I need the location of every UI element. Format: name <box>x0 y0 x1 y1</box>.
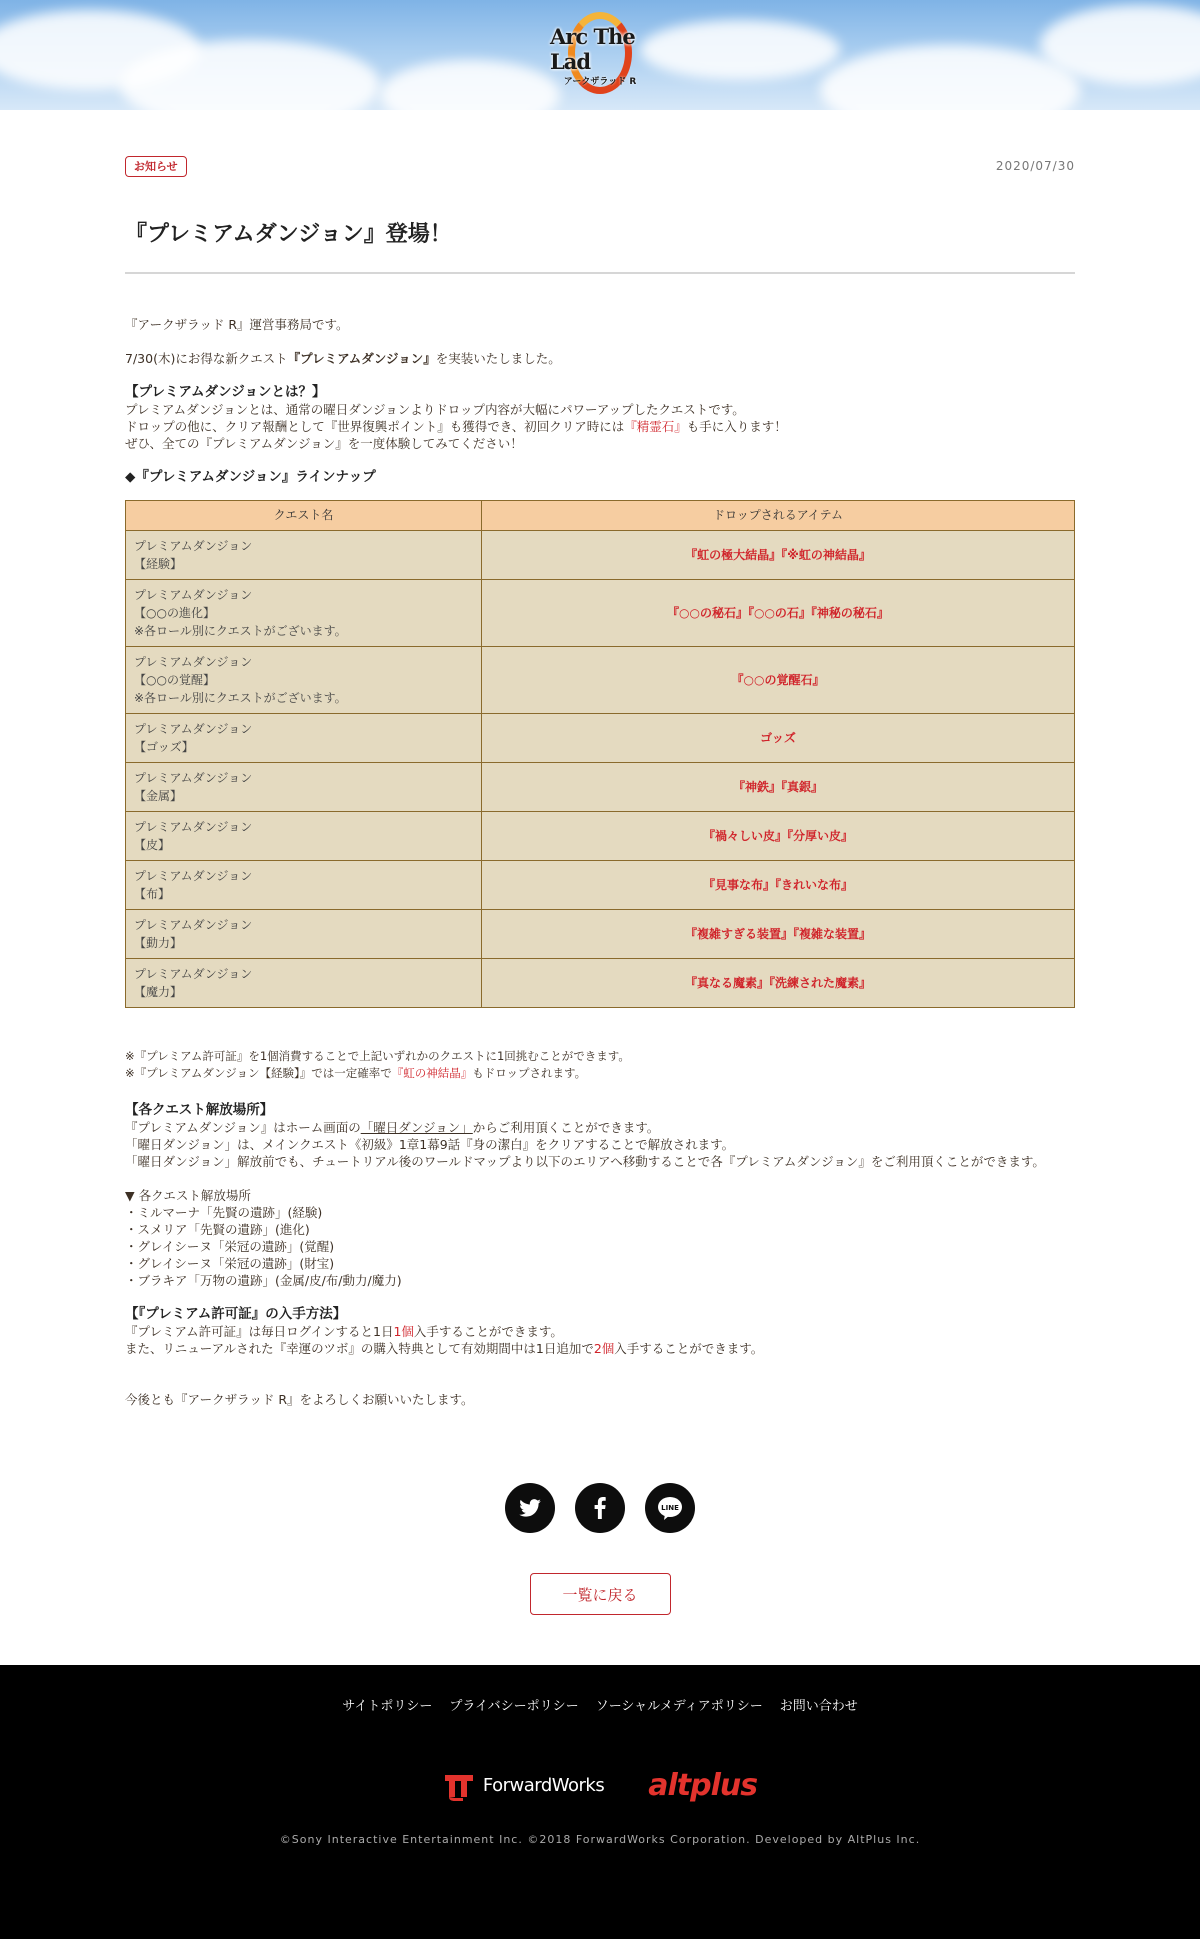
table-notes <box>125 1048 1075 1082</box>
back-wrap <box>125 1573 1075 1615</box>
lineup-heading: ◆『プレミアムダンジョン』ラインナップ <box>125 469 376 485</box>
quest-name-line: プレミアムダンジョン <box>134 722 253 736</box>
permit-text: また、リニューアルされた『幸運のツボ』の購入特典として有効期間中は1日追加で <box>125 1341 594 1356</box>
permit-highlight: 1個 <box>393 1324 414 1339</box>
about-text: も手に入ります！ <box>686 419 787 434</box>
logo-text: Arc The Lad <box>550 23 635 74</box>
forwardworks-logo[interactable] <box>443 1771 604 1801</box>
unlock-text: からご利用頂くことができます。 <box>472 1120 660 1135</box>
back-to-list-button[interactable]: 一覧に戻る <box>530 1573 671 1615</box>
list-item: ・グレイシーヌ「栄冠の遺跡」(財宝) <box>125 1256 335 1271</box>
weekday-dungeon-link[interactable]: 「曜日ダンジョン」 <box>360 1120 473 1135</box>
list-item: ・スメリア「先賢の遺跡」(進化) <box>125 1222 310 1237</box>
article-body <box>125 316 1075 1408</box>
table-row <box>126 531 1075 580</box>
quest-name-cell <box>126 812 482 861</box>
quest-name-line: 【動力】 <box>134 936 183 950</box>
note-text: ※『プレミアムダンジョン【経験】』では一定確率で <box>125 1066 392 1080</box>
list-item: ・ミルマーナ「先賢の遺跡」(経験) <box>125 1205 323 1220</box>
intro-quest-name: 『プレミアムダンジョン』 <box>287 351 436 366</box>
drop-items-cell: 『神鉄』『真銀』 <box>482 763 1075 812</box>
permit-highlight: 2個 <box>593 1341 615 1356</box>
quest-name-line: 【金属】 <box>134 789 183 803</box>
unlock-section <box>125 1102 1075 1170</box>
permit-line-1 <box>125 1323 1075 1340</box>
drop-items-cell: 『複雑すぎる装置』『複雑な装置』 <box>482 910 1075 959</box>
quest-name-line: ※各ロール別にクエストがございます。 <box>134 691 347 705</box>
table-row <box>126 714 1075 763</box>
quest-name-line: 【布】 <box>134 887 171 901</box>
article-title: 『プレミアムダンジョン』登場！ <box>125 217 1075 274</box>
lineup-table <box>125 500 1075 1008</box>
quest-name-line: プレミアムダンジョン <box>134 918 253 932</box>
about-line-3: ぜひ、全ての『プレミアムダンジョン』を一度体験してみてください！ <box>125 436 523 451</box>
site-header <box>0 0 1200 110</box>
quest-name-cell <box>126 647 482 714</box>
forwardworks-name: ForwardWorks <box>482 1775 605 1796</box>
quest-name-line: プレミアムダンジョン <box>134 588 253 602</box>
quest-name-line: 【ゴッズ】 <box>134 740 194 754</box>
site-footer <box>0 1665 1200 1939</box>
quest-name-line: ※各ロール別にクエストがございます。 <box>134 624 347 638</box>
list-item: ・グレイシーヌ「栄冠の遺跡」(覚醒) <box>125 1239 335 1254</box>
line-share-button[interactable] <box>645 1483 695 1533</box>
table-header-row <box>126 501 1075 531</box>
unlock-heading: 【各クエスト解放場所】 <box>125 1102 274 1118</box>
site-logo[interactable] <box>550 8 650 102</box>
facebook-icon <box>594 1497 606 1519</box>
about-section <box>125 384 1075 452</box>
permit-line-2 <box>125 1340 1075 1357</box>
permit-heading: 【『プレミアム許可証』の入手方法】 <box>125 1306 347 1322</box>
table-row <box>126 959 1075 1008</box>
table-header-quest: クエスト名 <box>126 501 482 531</box>
forwardworks-mark-icon <box>443 1771 475 1801</box>
share-buttons <box>125 1483 1075 1533</box>
about-highlight: 『精霊石』 <box>624 419 687 434</box>
quest-name-cell <box>126 959 482 1008</box>
quest-name-line: プレミアムダンジョン <box>134 539 253 553</box>
table-row <box>126 580 1075 647</box>
quest-name-line: プレミアムダンジョン <box>134 655 253 669</box>
quest-name-line: プレミアムダンジョン <box>134 820 253 834</box>
table-row <box>126 910 1075 959</box>
drop-items-cell: 『○○の秘石』『○○の石』『神秘の秘石』 <box>482 580 1075 647</box>
permit-text: 入手することができます。 <box>614 1341 764 1356</box>
unlock-line-3: 「曜日ダンジョン」解放前でも、チュートリアル後のワールドマップより以下のエリアへ移動することで各『プレミアムダンジョン』をご利用頂くことができます。 <box>125 1154 1045 1169</box>
quest-name-line: 【皮】 <box>134 838 171 852</box>
drop-items-cell: 『真なる魔素』『洗練された魔素』 <box>482 959 1075 1008</box>
about-heading: 【プレミアムダンジョンとは？】 <box>125 384 326 400</box>
logo-subtitle: アークザラッド R <box>563 76 637 87</box>
table-body <box>126 531 1075 1008</box>
drop-items-cell: 『禍々しい皮』『分厚い皮』 <box>482 812 1075 861</box>
quest-name-line: 【魔力】 <box>134 985 183 999</box>
twitter-share-button[interactable] <box>505 1483 555 1533</box>
permit-text: 『プレミアム許可証』は毎日ログインすると1日 <box>125 1324 394 1339</box>
unlock-line-1 <box>125 1119 1075 1136</box>
copyright: ©Sony Interactive Entertainment Inc. ©2018 ForwardWorks Corporation. Developed by AltPlus Inc. <box>279 1833 921 1846</box>
quest-name-cell <box>126 910 482 959</box>
quest-name-cell <box>126 531 482 580</box>
table-header-drop: ドロップされるアイテム <box>482 501 1075 531</box>
note-highlight: 『虹の神結晶』 <box>391 1066 473 1080</box>
category-badge: お知らせ <box>125 156 187 177</box>
svg-text:LINE: LINE <box>661 1504 679 1512</box>
intro-line-1: 『アークザラッド R』運営事務局です。 <box>125 317 349 332</box>
drop-items-cell: 『虹の極大結晶』『※虹の神結晶』 <box>482 531 1075 580</box>
quest-name-line: プレミアムダンジョン <box>134 967 253 981</box>
quest-name-cell <box>126 763 482 812</box>
permit-text: 入手することができます。 <box>413 1324 563 1339</box>
intro-line-2 <box>125 350 1075 367</box>
intro-text: を実装いたしました。 <box>435 351 561 366</box>
footer-link-privacy-policy[interactable]: プライバシーポリシー <box>449 1699 579 1714</box>
quest-name-line: プレミアムダンジョン <box>134 869 253 883</box>
table-row <box>126 647 1075 714</box>
table-row <box>126 763 1075 812</box>
table-row <box>126 861 1075 910</box>
footer-link-site-policy[interactable]: サイトポリシー <box>342 1699 433 1714</box>
twitter-icon <box>519 1499 541 1517</box>
article-date: 2020/07/30 <box>995 159 1075 173</box>
quest-name-cell <box>126 861 482 910</box>
quest-name-cell <box>126 714 482 763</box>
quest-name-line: 【○○の進化】 <box>134 606 215 620</box>
quest-name-cell <box>126 580 482 647</box>
article <box>125 110 1075 1615</box>
footer-link-contact[interactable]: お問い合わせ <box>779 1699 858 1714</box>
about-text: ドロップの他に、クリア報酬として『世界復興ポイント』も獲得でき、初回クリア時には <box>125 419 625 434</box>
table-row <box>126 812 1075 861</box>
about-line-2 <box>125 418 1075 435</box>
about-line-1: プレミアムダンジョンとは、通常の曜日ダンジョンよりドロップ内容が大幅にパワーアップしたクエストです。 <box>125 402 745 417</box>
drop-items-cell: ゴッズ <box>482 714 1075 763</box>
article-meta <box>125 155 1075 177</box>
quest-name-line: 【経験】 <box>134 557 183 571</box>
unlock-list <box>125 1187 1075 1289</box>
unlock-text: 『プレミアムダンジョン』はホーム画面の <box>125 1120 361 1135</box>
unlock-line-2: 「曜日ダンジョン」は、メインクエスト《初級》1章1幕9話『身の潔白』をクリアすることで解放されます。 <box>125 1137 735 1152</box>
facebook-share-button[interactable] <box>575 1483 625 1533</box>
note-text: もドロップされます。 <box>472 1066 587 1080</box>
altplus-logo[interactable]: altplus <box>648 1768 758 1803</box>
line-icon <box>657 1496 683 1520</box>
footer-brands <box>0 1768 1200 1803</box>
drop-items-cell: 『○○の覚醒石』 <box>482 647 1075 714</box>
note-2 <box>125 1065 1075 1082</box>
footer-links <box>0 1665 1200 1714</box>
drop-items-cell: 『見事な布』『きれいな布』 <box>482 861 1075 910</box>
intro-text: 7/30(木)にお得な新クエスト <box>125 351 288 366</box>
closing-line: 今後とも『アークザラッド R』をよろしくお願いいたします。 <box>125 1392 474 1407</box>
quest-name-line: 【○○の覚醒】 <box>134 673 215 687</box>
permit-section <box>125 1306 1075 1357</box>
quest-name-line: プレミアムダンジョン <box>134 771 253 785</box>
note-1: ※『プレミアム許可証』を1個消費することで上記いずれかのクエストに1回挑むことができます。 <box>125 1049 630 1063</box>
footer-link-social-media-policy[interactable]: ソーシャルメディアポリシー <box>595 1699 763 1714</box>
unlock-list-heading: ▼ 各クエスト解放場所 <box>125 1188 251 1203</box>
list-item: ・ブラキア「万物の遺跡」(金属/皮/布/動力/魔力) <box>125 1273 402 1288</box>
